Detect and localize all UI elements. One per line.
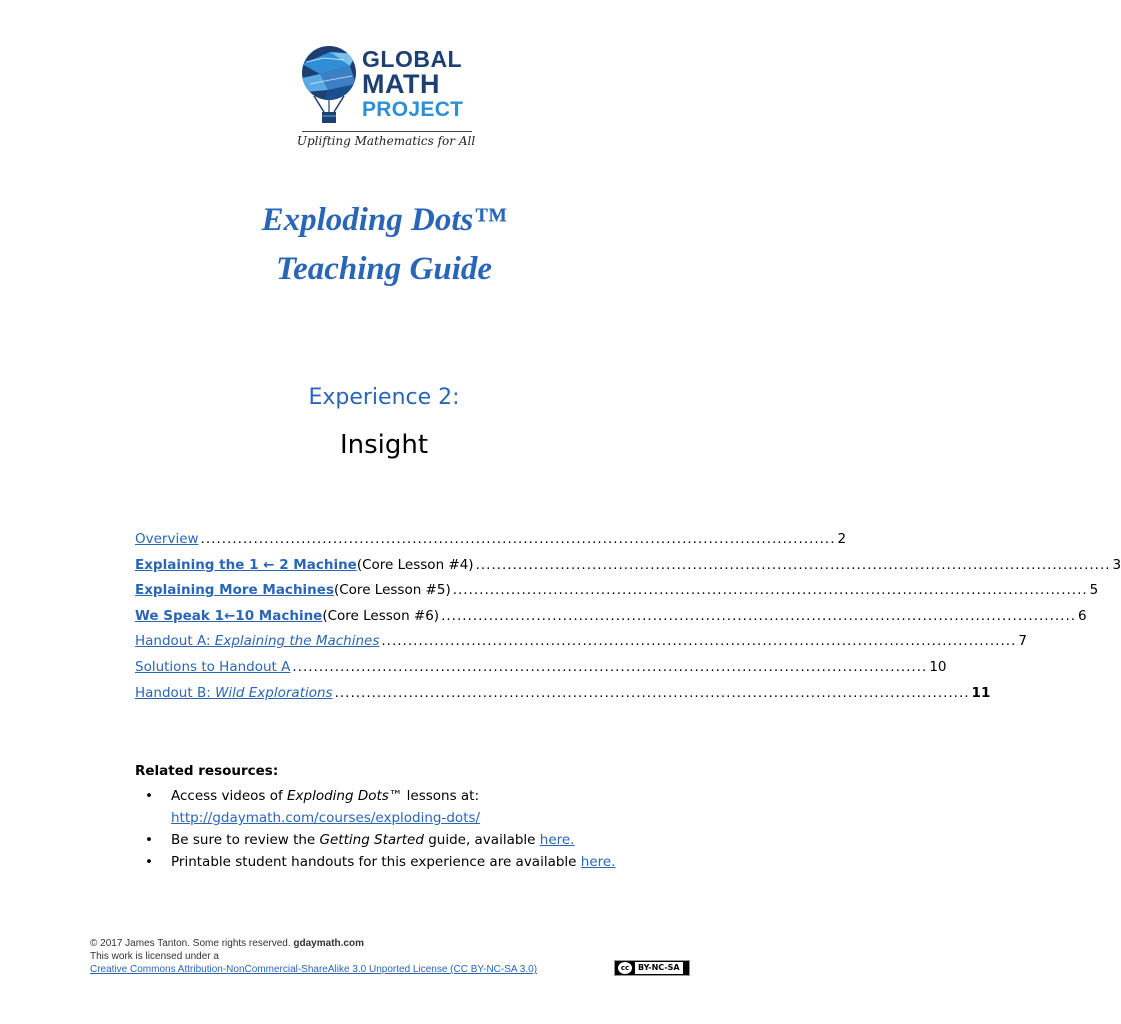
toc-page-number: 7	[1018, 633, 1027, 650]
toc-link-we-speak[interactable]	[135, 608, 322, 624]
toc-row-solutions-a	[135, 658, 947, 685]
toc-row-description: (Core Lesson #6)	[322, 607, 440, 624]
logo-line-global: GLOBAL	[362, 46, 463, 72]
related-resources-heading: Related resources:	[135, 763, 279, 779]
toc-row-explaining-1-2	[135, 556, 1121, 583]
toc-link-label: Solutions to Handout A	[135, 658, 291, 675]
toc-leader: ........................................................................................................................	[292, 658, 928, 675]
toc-link-explaining-1-2[interactable]	[135, 557, 357, 573]
hot-air-balloon-icon	[300, 44, 358, 130]
table-of-contents	[135, 531, 1121, 710]
toc-leader: ........................................................................................................................	[441, 607, 1077, 624]
logo-tagline: Uplifting Mathematics for All	[296, 134, 476, 148]
list-item	[135, 785, 695, 829]
toc-leader: ........................................................................................................................	[475, 556, 1111, 573]
license-intro: This work is licensed under a	[90, 951, 219, 962]
toc-row-overview	[135, 531, 847, 557]
toc-page-number: 2	[837, 531, 847, 547]
bullet-icon: •	[145, 788, 153, 804]
bullet-icon: •	[145, 854, 153, 870]
toc-leader: ........................................................................................................................	[334, 684, 970, 701]
toc-row-we-speak	[135, 607, 1087, 634]
toc-row-description: (Core Lesson #5)	[333, 582, 451, 599]
toc-row-handout-b	[135, 684, 991, 711]
document-title	[0, 196, 768, 294]
toc-leader: ........................................................................................................................	[200, 531, 836, 547]
toc-link-italic-label: Explaining the Machines	[214, 633, 380, 650]
logo-line-math: MATH	[362, 69, 440, 99]
toc-link-label: Explaining the 1 ← 2 Machine	[135, 556, 357, 573]
toc-link-label: We Speak 1←10 Machine	[135, 607, 323, 624]
handouts-link[interactable]: here.	[580, 854, 616, 870]
cc-license-badge[interactable]	[614, 960, 690, 976]
toc-page-number: 5	[1089, 582, 1099, 599]
toc-leader: ........................................................................................................................	[452, 582, 1088, 599]
site-name: gdaymath.com	[293, 938, 364, 949]
logo-line-project: PROJECT	[362, 98, 464, 121]
gdaymath-link[interactable]: http://gdaymath.com/courses/exploding-dots/	[171, 810, 481, 826]
related-resources	[135, 763, 695, 873]
list-item-text: guide, available	[423, 832, 540, 848]
list-item	[135, 829, 695, 851]
toc-link-more-machines[interactable]	[135, 582, 334, 598]
toc-link-label: Explaining More Machines	[135, 582, 334, 599]
toc-page-number: 3	[1112, 556, 1121, 573]
list-item-text: lessons at:	[402, 788, 480, 804]
title-line-2: Teaching Guide	[275, 251, 493, 287]
toc-row-description: (Core Lesson #4)	[356, 556, 474, 573]
list-item-italic: Getting Started	[319, 832, 424, 848]
toc-page-number: 10	[929, 658, 947, 675]
toc-link-label: Handout A:	[135, 633, 215, 650]
toc-link-italic-label: Wild Explorations	[215, 684, 333, 701]
toc-leader: ........................................................................................................................	[381, 633, 1017, 650]
toc-link-solutions-a[interactable]	[135, 659, 290, 675]
copyright-line	[90, 937, 690, 950]
list-item-text: Printable student handouts for this experience are available	[171, 854, 581, 870]
list-item	[135, 851, 695, 873]
toc-row-more-machines	[135, 582, 1099, 608]
list-item-italic: Exploding Dots™	[287, 788, 403, 804]
getting-started-link[interactable]: here.	[539, 832, 575, 848]
toc-page-number: 6	[1078, 607, 1087, 624]
title-line-1: Exploding Dots™	[261, 202, 507, 238]
toc-link-label: Overview	[135, 531, 199, 547]
list-item-text: Access videos of	[171, 788, 288, 804]
toc-page-number: 11	[971, 684, 991, 701]
bullet-icon: •	[145, 832, 153, 848]
related-resources-list	[135, 785, 695, 873]
creative-commons-icon: cc	[618, 962, 632, 974]
logo-wordmark	[362, 44, 463, 120]
toc-link-overview[interactable]	[135, 531, 199, 547]
experience-title: Insight	[339, 430, 429, 460]
logo-divider	[302, 131, 472, 132]
toc-link-handout-b[interactable]	[135, 685, 333, 701]
experience-label: Experience 2:	[308, 385, 460, 410]
toc-link-label: Handout B:	[135, 684, 216, 701]
page-footer	[90, 937, 690, 976]
copyright-text: © 2017 James Tanton. Some rights reserved.	[90, 938, 294, 949]
toc-link-handout-a[interactable]	[135, 633, 379, 649]
cc-badge-label: BY-NC-SA	[635, 962, 683, 974]
list-item-text: Be sure to review the	[171, 832, 320, 848]
license-link[interactable]: Creative Commons Attribution-NonCommercial-ShareAlike 3.0 Unported License (CC BY-NC-SA 3.0)	[90, 964, 538, 975]
toc-row-handout-a	[135, 633, 1027, 659]
